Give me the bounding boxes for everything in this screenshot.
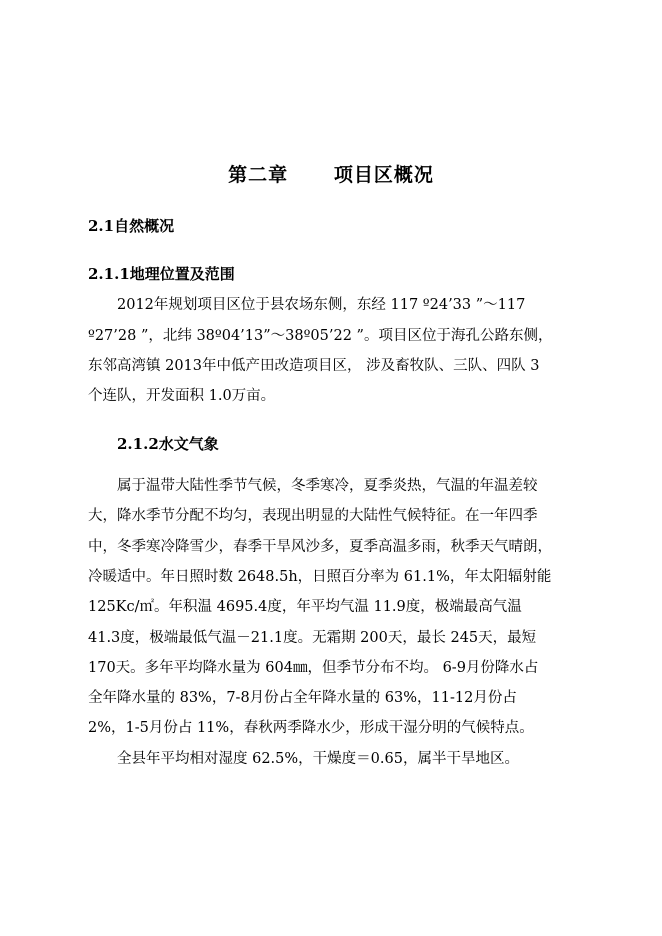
paragraph-line: 2%，1-5月份占 11%，春秋两季降水少，形成干湿分明的气候特点。 [88, 720, 534, 736]
paragraph-line: 属于温带大陆性季节气候，冬季寒冷，夏季炎热，气温的年温差较 [117, 478, 538, 494]
paragraph-line: 中，冬季寒冷降雪少，春季干旱风沙多，夏季高温多雨，秋季天气晴朗， [88, 539, 552, 555]
paragraph-line: 大，降水季节分配不均匀，表现出明显的大陆性气候特征。在一年四季 [88, 508, 538, 524]
section-heading-2-1-2: 2.1.2水文气象 [117, 435, 219, 453]
paragraph-line: 2012年规划项目区位于县农场东侧，东经 117 º24’33 ”～117 [117, 297, 526, 313]
paragraph-line: 冷暖适中。年日照时数 2648.5h，日照百分率为 61.1%，年太阳辐射能 [88, 569, 552, 585]
paragraph-line: 个连队，开发面积 1.0万亩。 [88, 388, 276, 404]
paragraph-line: 170天。多年平均降水量为 604㎜，但季节分布不均。 6-9月份降水占 [88, 660, 539, 676]
paragraph-line: 全年降水量的 83%，7-8月份占全年降水量的 63%，11-12月份占 [88, 690, 517, 706]
paragraph-line: 41.3度，极端最低气温－21.1度。无霜期 200天，最长 245天，最短 [88, 630, 537, 646]
section-heading-2-1: 2.1自然概况 [88, 217, 175, 235]
chapter-title: 第二章 项目区概况 [228, 164, 434, 186]
paragraph-line: º27’28 ”，北纬 38º04’13”～38º05’22 ”。项目区位于海孔公路东侧， [88, 328, 553, 344]
paragraph-line: 125Kc/㎡。年积温 4695.4度，年平均气温 11.9度，极端最高气温 [88, 599, 522, 615]
section-heading-2-1-1: 2.1.1地理位置及范围 [88, 265, 235, 283]
paragraph-line: 全县年平均相对湿度 62.5%，干燥度＝0.65，属半干旱地区。 [117, 751, 519, 767]
paragraph-line: 东邻高湾镇 2013年中低产田改造项目区， 涉及畜牧队、三队、四队 3 [88, 358, 540, 374]
